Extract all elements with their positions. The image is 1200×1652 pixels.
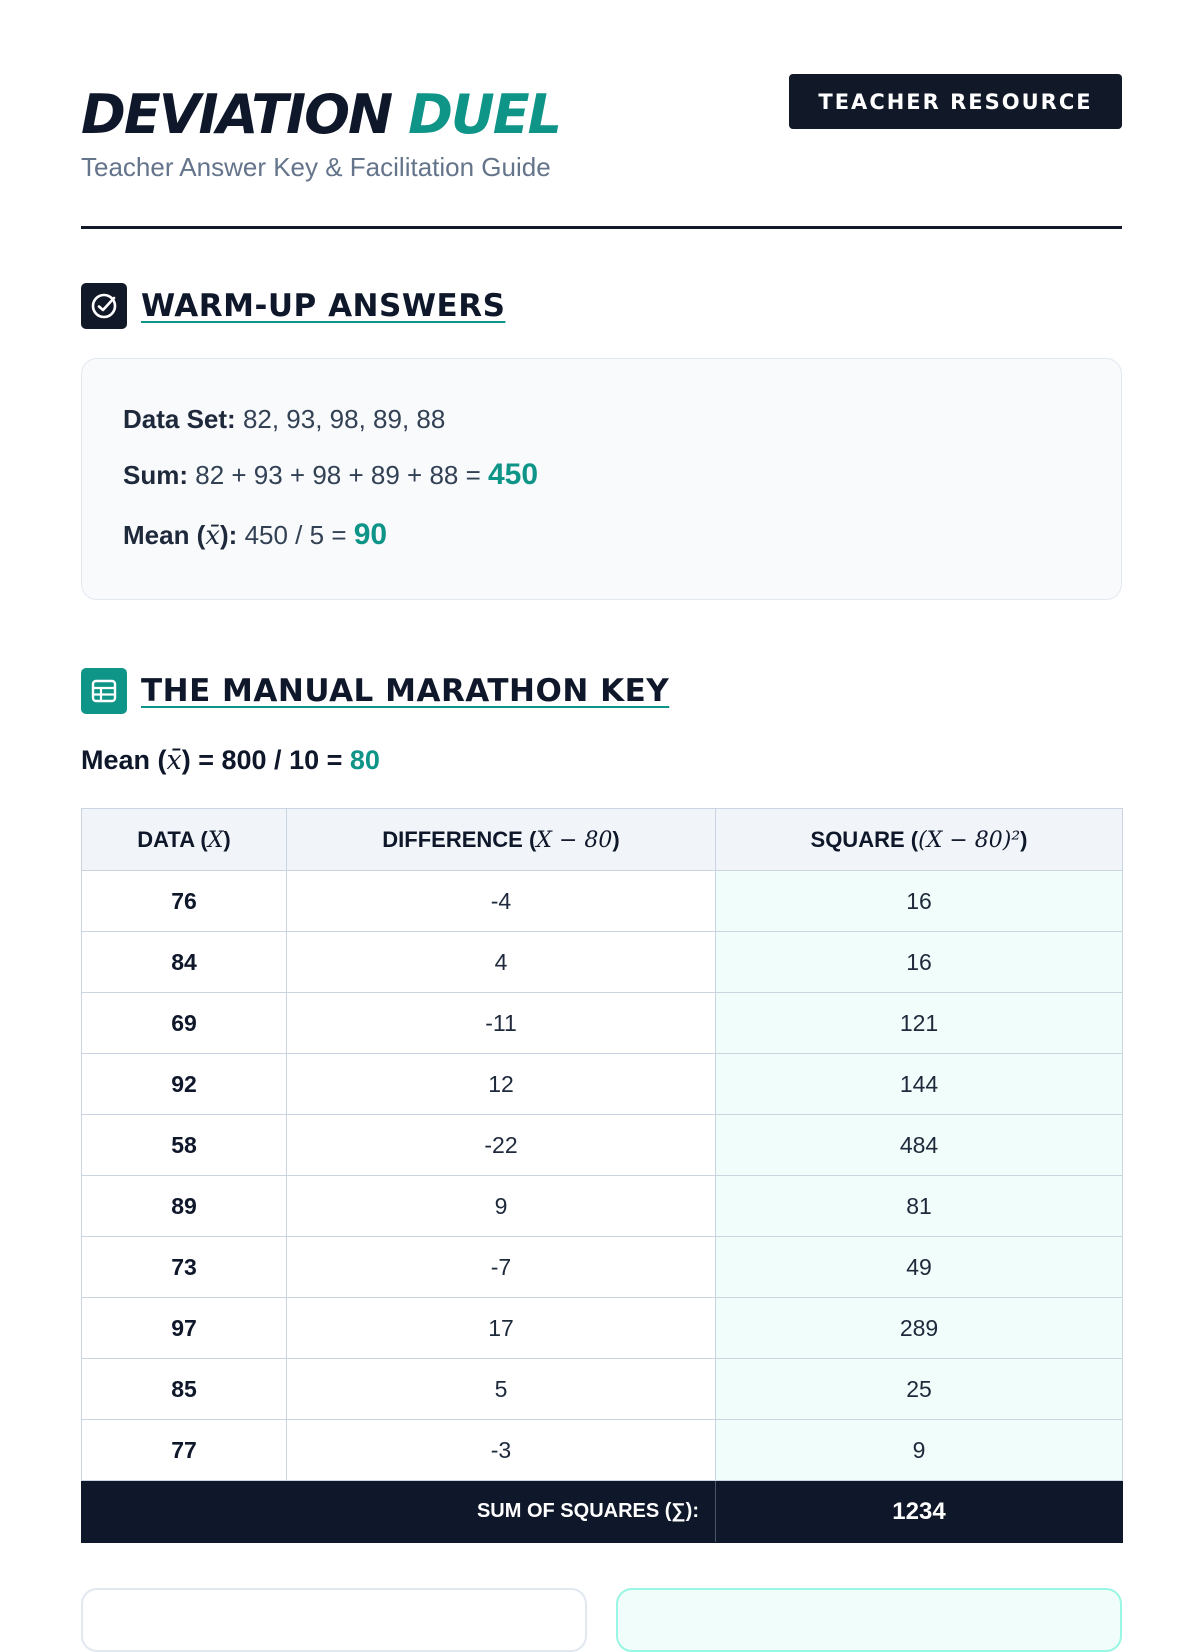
table-row	[82, 1176, 1123, 1237]
header-divider	[81, 226, 1122, 229]
table-row	[82, 871, 1123, 932]
cell-data: 97	[82, 1298, 287, 1359]
mean-symbol: x̄	[205, 521, 221, 551]
cell-data: 89	[82, 1176, 287, 1237]
marathon-mean-result: 80	[349, 745, 380, 775]
cell-square: 144	[716, 1054, 1123, 1115]
check-circle-icon	[81, 283, 127, 329]
marathon-mean-prefix: Mean (	[81, 745, 167, 775]
answer-key-page	[81, 0, 1122, 1525]
mean-expression: 450 / 5 =	[244, 520, 347, 550]
cell-data: 58	[82, 1115, 287, 1176]
warmup-heading	[81, 282, 505, 330]
column-header-difference	[287, 809, 716, 871]
mean-line	[123, 518, 387, 553]
cell-square: 289	[716, 1298, 1123, 1359]
table-row	[82, 1054, 1123, 1115]
mean-label-start: Mean (	[123, 520, 206, 550]
cell-difference: 17	[287, 1298, 716, 1359]
page-header	[81, 0, 1122, 230]
title-part-2: DUEL	[408, 83, 561, 146]
marathon-heading	[81, 667, 669, 715]
sum-of-squares-label: SUM OF SQUARES (∑):	[82, 1481, 716, 1543]
cell-data: 76	[82, 871, 287, 932]
cell-difference: -22	[287, 1115, 716, 1176]
marathon-mean-mid: ) = 800 / 10 =	[181, 745, 343, 775]
table-row	[82, 1359, 1123, 1420]
teacher-resource-badge: TEACHER RESOURCE	[789, 74, 1122, 129]
title-part-1: DEVIATION	[81, 83, 392, 146]
table-row	[82, 932, 1123, 993]
cell-difference: 5	[287, 1359, 716, 1420]
warmup-heading-text: WARM-UP ANSWERS	[141, 288, 506, 324]
marathon-answer-table	[81, 808, 1123, 1543]
cell-square: 25	[716, 1359, 1123, 1420]
cell-square: 81	[716, 1176, 1123, 1237]
table-row	[82, 1237, 1123, 1298]
col-diff-label: DIFFERENCE (	[382, 826, 537, 852]
sum-of-squares-row	[82, 1481, 1123, 1543]
col-data-end: )	[223, 826, 231, 852]
cell-data: 85	[82, 1359, 287, 1420]
cell-square: 49	[716, 1237, 1123, 1298]
bottom-card-left	[81, 1588, 587, 1652]
mean-label-end: ):	[220, 520, 238, 550]
cell-data: 84	[82, 932, 287, 993]
column-header-data	[82, 809, 287, 871]
col-diff-end: )	[612, 826, 620, 852]
bottom-card-right	[616, 1588, 1122, 1652]
table-row	[82, 1115, 1123, 1176]
cell-square: 121	[716, 993, 1123, 1054]
warmup-card	[81, 358, 1122, 600]
cell-square: 9	[716, 1420, 1123, 1481]
page-title	[81, 80, 560, 150]
table-row	[82, 1420, 1123, 1481]
col-sq-symbol: (X − 80)²	[918, 827, 1021, 853]
sum-result: 450	[488, 458, 539, 491]
table-header-row	[82, 809, 1123, 871]
marathon-heading-text: THE MANUAL MARATHON KEY	[141, 673, 670, 709]
sum-label: Sum:	[123, 460, 188, 490]
cell-difference: -4	[287, 871, 716, 932]
data-set-value: 82, 93, 98, 89, 88	[242, 404, 446, 434]
col-data-label: DATA (	[137, 826, 208, 852]
sum-of-squares-value: 1234	[716, 1481, 1123, 1543]
cell-square: 16	[716, 871, 1123, 932]
sum-line	[123, 458, 538, 492]
mean-label	[123, 520, 237, 550]
cell-square: 16	[716, 932, 1123, 993]
col-sq-label: SQUARE (	[810, 826, 919, 852]
cell-data: 73	[82, 1237, 287, 1298]
cell-difference: 4	[287, 932, 716, 993]
cell-difference: -3	[287, 1420, 716, 1481]
cell-difference: -7	[287, 1237, 716, 1298]
col-diff-symbol: X	[536, 827, 552, 853]
cell-data: 77	[82, 1420, 287, 1481]
cell-difference: -11	[287, 993, 716, 1054]
page-subtitle: Teacher Answer Key & Facilitation Guide	[81, 152, 551, 182]
sum-expression: 82 + 93 + 98 + 89 + 88 =	[195, 460, 481, 490]
cell-difference: 12	[287, 1054, 716, 1115]
col-sq-end: )	[1020, 826, 1028, 852]
cell-difference: 9	[287, 1176, 716, 1237]
cell-data: 92	[82, 1054, 287, 1115]
col-diff-expr: − 80	[551, 827, 613, 853]
marathon-mean-symbol: x̄	[166, 745, 182, 776]
cell-square: 484	[716, 1115, 1123, 1176]
cell-data: 69	[82, 993, 287, 1054]
marathon-mean-line	[81, 742, 380, 779]
data-set-line	[123, 402, 445, 436]
col-data-symbol: X	[207, 827, 224, 853]
table-grid-icon	[81, 668, 127, 714]
data-set-label: Data Set:	[123, 404, 236, 434]
column-header-square	[716, 809, 1123, 871]
mean-result: 90	[353, 518, 388, 551]
table-row	[82, 1298, 1123, 1359]
table-row	[82, 993, 1123, 1054]
